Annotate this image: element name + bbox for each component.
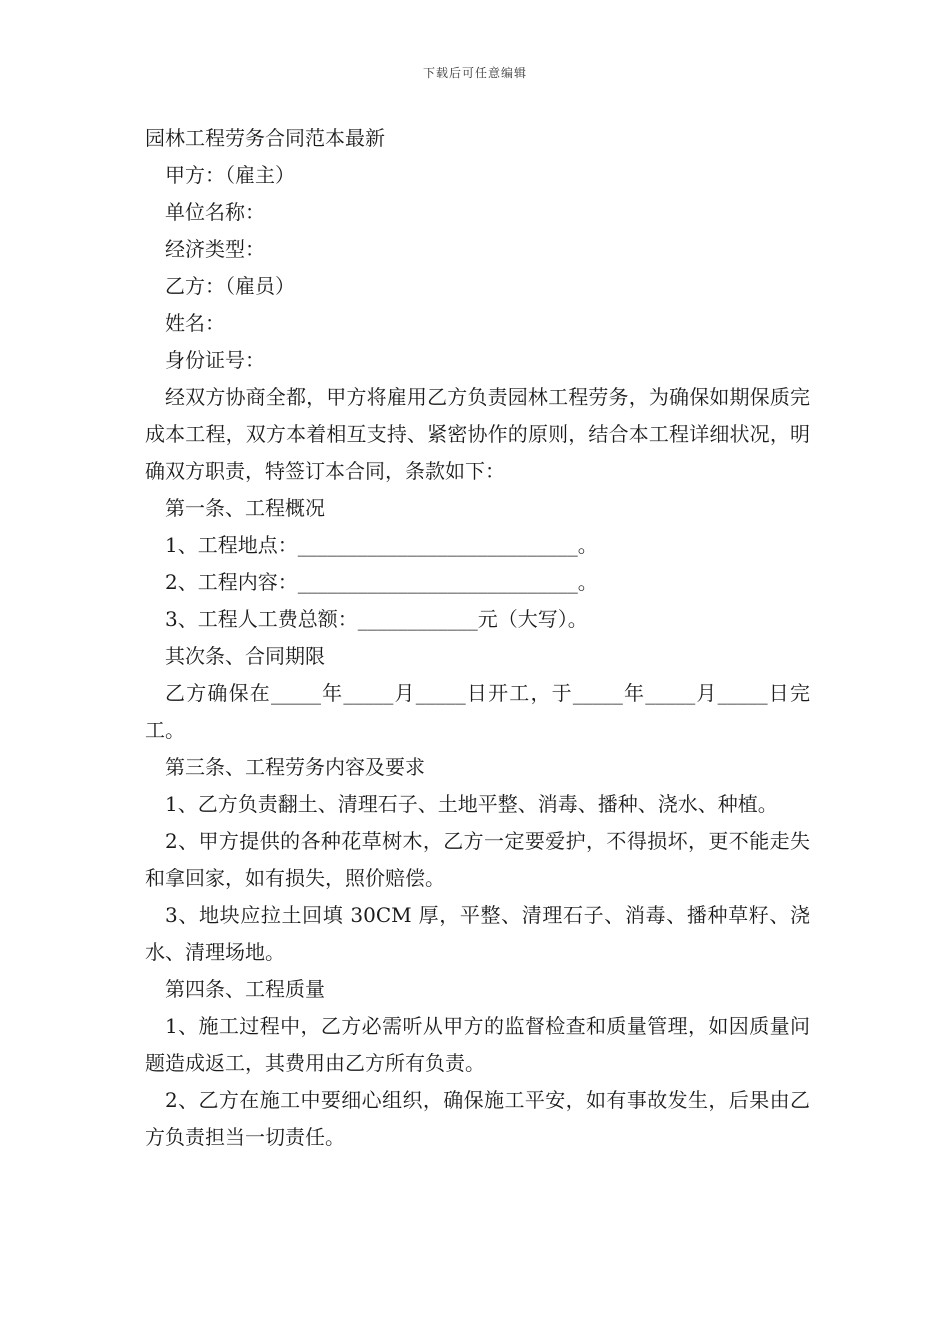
article2-text: 乙方确保在_____年_____月_____日开工，于_____年_____月_____日完工。 [145,681,810,742]
article3-item2: 2、甲方提供的各种花草树木，乙方一定要爱护，不得损坏，更不能走失和拿回家，如有损失，照价赔偿。 [145,829,810,890]
article2-heading: 其次条、合同期限 [165,644,325,668]
economic-type-line: 经济类型： [165,237,265,261]
party-a-line: 甲方：（雇主） [165,163,295,187]
article1-item2: 2、工程内容：____________________________。 [165,570,598,594]
contract-body [145,120,810,1156]
article1-item1: 1、工程地点：____________________________。 [165,533,598,557]
article1-heading: 第一条、工程概况 [165,496,325,520]
party-b-line: 乙方：（雇员） [165,274,295,298]
article4-heading: 第四条、工程质量 [165,977,325,1001]
unit-name-line: 单位名称： [165,200,265,224]
article4-item1: 1、施工过程中，乙方必需听从甲方的监督检查和质量管理，如因质量问题造成返工，其费用由乙方所有负责。 [145,1014,810,1075]
header-note: 下载后可任意编辑 [422,66,527,80]
article4-item2: 2、乙方在施工中要细心组织，确保施工平安，如有事故发生，后果由乙方负责担当一切责任。 [145,1088,810,1149]
article1-item3: 3、工程人工费总额：____________元（大写）。 [165,607,588,631]
intro-paragraph: 经双方协商全都，甲方将雇用乙方负责园林工程劳务，为确保如期保质完成本工程，双方本着相互支持、紧密协作的原则，结合本工程详细状况，明确双方职责，特签订本合同，条款如下： [145,385,810,483]
article3-item3: 3、地块应拉土回填 30CM 厚，平整、清理石子、消毒、播种草籽、浇水、清理场地。 [145,903,810,964]
document-title: 园林工程劳务合同范本最新 [145,126,385,150]
article3-heading: 第三条、工程劳务内容及要求 [165,755,425,779]
name-line: 姓名： [165,311,225,335]
id-number-line: 身份证号： [165,348,265,372]
article3-item1: 1、乙方负责翻土、清理石子、土地平整、消毒、播种、浇水、种植。 [165,792,778,816]
